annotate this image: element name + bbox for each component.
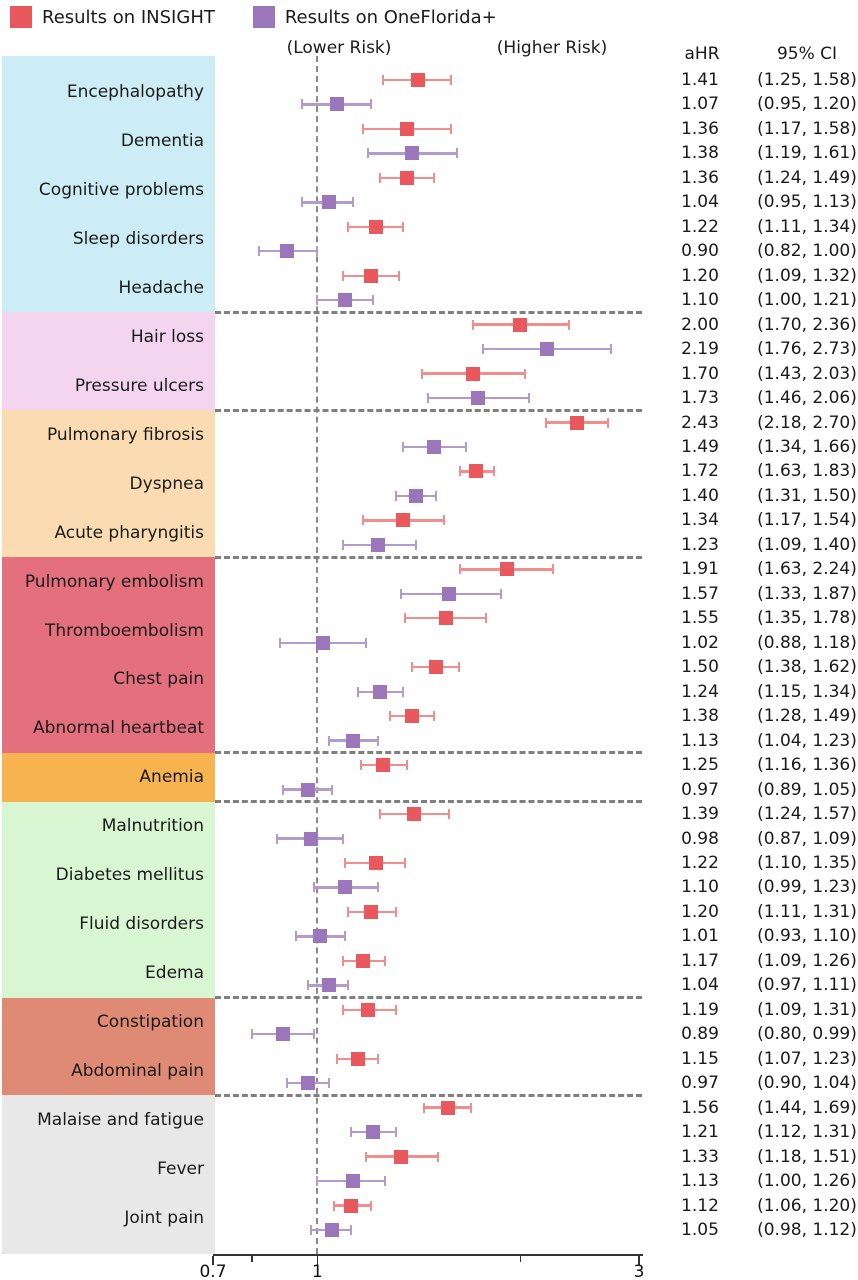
ci-value: (1.04, 1.23) — [757, 730, 857, 751]
error-bar-cap — [470, 1103, 472, 1113]
ahr-column-header: aHR — [684, 44, 720, 64]
ci-value: (1.16, 1.36) — [757, 755, 857, 776]
ci-value: (0.93, 1.10) — [757, 926, 857, 947]
forest-marker — [405, 709, 419, 723]
forest-marker — [394, 1150, 408, 1164]
ci-value: (1.00, 1.26) — [757, 1171, 857, 1192]
group-separator-line — [215, 311, 642, 314]
error-bar-cap — [344, 931, 346, 941]
forest-marker — [513, 318, 527, 332]
error-bar-cap — [379, 809, 381, 819]
error-bar-cap — [528, 393, 530, 403]
ahr-value: 1.19 — [681, 999, 719, 1020]
error-bar-cap — [342, 271, 344, 281]
ahr-value: 1.24 — [681, 681, 719, 702]
ahr-value: 1.10 — [681, 290, 719, 311]
ahr-value: 1.38 — [681, 143, 719, 164]
error-bar-cap — [435, 491, 437, 501]
ci-value: (0.88, 1.18) — [757, 632, 857, 653]
error-bar-cap — [336, 1054, 338, 1064]
error-bar-cap — [342, 834, 344, 844]
forest-marker — [344, 1199, 358, 1213]
ahr-value: 1.04 — [681, 975, 719, 996]
forest-marker — [301, 783, 315, 797]
forest-marker — [322, 195, 336, 209]
error-bar-cap — [379, 173, 381, 183]
ci-value: (1.18, 1.51) — [757, 1146, 857, 1167]
error-bar-cap — [389, 711, 391, 721]
ahr-value: 1.13 — [681, 730, 719, 751]
error-bar-cap — [443, 515, 445, 525]
forest-marker — [407, 807, 421, 821]
ci-value: (1.25, 1.58) — [757, 70, 857, 90]
error-bar-cap — [433, 173, 435, 183]
ahr-value: 1.33 — [681, 1146, 719, 1167]
forest-marker — [364, 905, 378, 919]
error-bar-cap — [350, 1225, 352, 1235]
error-bar-cap — [459, 564, 461, 574]
ahr-value: 1.07 — [681, 94, 719, 115]
error-bar-cap — [395, 491, 397, 501]
ci-value: (0.95, 1.20) — [757, 94, 857, 115]
ahr-value: 1.70 — [681, 363, 719, 384]
forest-marker — [346, 1174, 360, 1188]
error-bar-cap — [365, 1152, 367, 1162]
condition-label: Encephalopathy — [66, 82, 204, 103]
forest-marker — [280, 244, 294, 258]
error-bar-cap — [524, 369, 526, 379]
ahr-value: 1.20 — [681, 265, 719, 286]
condition-label: Malaise and fatigue — [37, 1109, 204, 1130]
ahr-value: 1.73 — [681, 388, 719, 409]
x-axis-tick-label: 0.7 — [199, 1262, 227, 1280]
forest-marker — [346, 734, 360, 748]
ahr-value: 2.00 — [681, 314, 719, 335]
error-bar-cap — [450, 75, 452, 85]
ci-value: (1.44, 1.69) — [757, 1097, 857, 1118]
ci-value: (1.33, 1.87) — [757, 583, 857, 604]
error-bar-cap — [465, 442, 467, 452]
ci-value: (1.70, 2.36) — [757, 314, 857, 335]
ci-value: (1.31, 1.50) — [757, 485, 857, 506]
ci-value: (1.07, 1.23) — [757, 1048, 857, 1069]
ahr-value: 1.56 — [681, 1097, 719, 1118]
ahr-value: 1.40 — [681, 485, 719, 506]
forest-marker — [400, 122, 414, 136]
error-bar-cap — [458, 662, 460, 672]
group-separator-line — [215, 996, 642, 999]
error-bar-cap — [384, 956, 386, 966]
ci-value: (1.09, 1.40) — [757, 534, 857, 555]
ci-value: (1.38, 1.62) — [757, 657, 857, 678]
error-bar-cap — [347, 907, 349, 917]
forest-marker — [338, 880, 352, 894]
legend — [10, 6, 497, 28]
error-bar-cap — [377, 882, 379, 892]
forest-marker — [376, 758, 390, 772]
lower-risk-label: (Lower Risk) — [286, 38, 392, 58]
ci-value: (2.18, 2.70) — [757, 412, 857, 433]
condition-label: Fever — [157, 1158, 204, 1179]
forest-marker — [471, 391, 485, 405]
forest-marker — [409, 489, 423, 503]
ahr-value: 1.55 — [681, 608, 719, 629]
forest-marker — [371, 538, 385, 552]
forest-marker — [313, 929, 327, 943]
condition-label: Edema — [145, 963, 204, 984]
ahr-value: 1.13 — [681, 1171, 719, 1192]
ci-value: (1.11, 1.34) — [757, 216, 857, 237]
forest-marker — [441, 1101, 455, 1115]
forest-marker — [466, 367, 480, 381]
error-bar-cap — [307, 980, 309, 990]
ci-value: (1.76, 2.73) — [757, 339, 857, 360]
ahr-value: 1.01 — [681, 926, 719, 947]
group-separator-line — [215, 556, 642, 559]
error-bar-cap — [448, 809, 450, 819]
ahr-value: 1.17 — [681, 950, 719, 971]
ci-column-header: 95% CI — [776, 44, 838, 64]
forest-marker — [364, 269, 378, 283]
ahr-value: 1.12 — [681, 1195, 719, 1216]
forest-marker — [338, 293, 352, 307]
error-bar-cap — [398, 271, 400, 281]
error-bar-cap — [301, 99, 303, 109]
condition-label: Abnormal heartbeat — [32, 718, 204, 739]
error-bar-cap — [411, 662, 413, 672]
error-bar-cap — [251, 1029, 253, 1039]
error-bar-cap — [347, 980, 349, 990]
error-bar-cap — [482, 344, 484, 354]
error-bar-cap — [545, 418, 547, 428]
ahr-value: 1.25 — [681, 755, 719, 776]
condition-label: Constipation — [96, 1012, 204, 1033]
condition-label: Pulmonary embolism — [24, 571, 204, 592]
error-bar-cap — [342, 1005, 344, 1015]
error-bar-cap — [384, 1176, 386, 1186]
reference-line — [316, 56, 318, 1254]
ci-value: (1.63, 2.24) — [757, 559, 857, 580]
error-bar-cap — [362, 124, 364, 134]
error-bar-cap — [450, 124, 452, 134]
ci-value: (1.09, 1.26) — [757, 950, 857, 971]
ci-value: (1.46, 2.06) — [757, 388, 857, 409]
ci-value: (0.95, 1.13) — [757, 192, 857, 213]
group-separator-line — [215, 409, 642, 412]
error-bar-cap — [342, 956, 344, 966]
condition-label: Chest pain — [113, 669, 204, 690]
forest-marker — [442, 587, 456, 601]
ahr-value: 1.39 — [681, 804, 719, 825]
error-bar-cap — [360, 760, 362, 770]
forest-marker — [369, 220, 383, 234]
error-bar-cap — [328, 1078, 330, 1088]
error-bar-cap — [301, 197, 303, 207]
error-bar-cap — [404, 613, 406, 623]
error-bar-cap — [404, 858, 406, 868]
ci-value: (0.90, 1.04) — [757, 1073, 857, 1094]
legend-label: Results on OneFlorida+ — [284, 6, 497, 28]
error-bar-cap — [286, 1078, 288, 1088]
forest-marker — [369, 856, 383, 870]
error-bar-cap — [316, 1176, 318, 1186]
condition-label: Malnutrition — [101, 816, 204, 837]
ahr-value: 1.23 — [681, 534, 719, 555]
ahr-value: 2.19 — [681, 339, 719, 360]
forest-marker — [304, 832, 318, 846]
forest-marker — [405, 146, 419, 160]
error-bar-cap — [472, 320, 474, 330]
error-bar-cap — [500, 589, 502, 599]
ahr-value: 1.22 — [681, 852, 719, 873]
ci-value: (1.00, 1.21) — [757, 290, 857, 311]
ahr-value: 1.50 — [681, 657, 719, 678]
error-bar-cap — [347, 222, 349, 232]
ahr-value: 1.05 — [681, 1219, 719, 1240]
group-separator-line — [215, 1094, 642, 1097]
group-separator-line — [215, 751, 642, 754]
error-bar-cap — [415, 540, 417, 550]
error-bar-cap — [279, 638, 281, 648]
ci-value: (0.82, 1.00) — [757, 241, 857, 262]
error-bar-cap — [395, 1127, 397, 1137]
ci-value: (0.97, 1.11) — [757, 975, 857, 996]
ci-value: (1.43, 2.03) — [757, 363, 857, 384]
error-bar-cap — [402, 442, 404, 452]
error-bar-cap — [316, 295, 318, 305]
ci-value: (1.34, 1.66) — [757, 437, 857, 458]
ahr-value: 1.91 — [681, 559, 719, 580]
higher-risk-label: (Higher Risk) — [496, 38, 608, 58]
x-axis-tick — [251, 1256, 253, 1262]
ci-value: (1.35, 1.78) — [757, 608, 857, 629]
forest-marker — [429, 660, 443, 674]
error-bar-cap — [400, 589, 402, 599]
x-axis-tick-label: 3 — [633, 1262, 645, 1280]
ahr-value: 0.98 — [681, 828, 719, 849]
error-bar-cap — [362, 515, 364, 525]
ci-value: (1.19, 1.61) — [757, 143, 857, 164]
error-bar-cap — [331, 785, 333, 795]
ahr-value: 1.49 — [681, 437, 719, 458]
condition-label: Cognitive problems — [38, 180, 204, 201]
ci-value: (1.17, 1.54) — [757, 510, 857, 531]
error-bar-cap — [367, 148, 369, 158]
ci-value: (1.09, 1.32) — [757, 265, 857, 286]
condition-label: Acute pharyngitis — [54, 522, 204, 543]
error-bar-cap — [456, 148, 458, 158]
error-bar-cap — [382, 75, 384, 85]
insight-swatch-icon — [10, 6, 32, 28]
error-bar-cap — [282, 785, 284, 795]
forest-marker — [366, 1125, 380, 1139]
ci-value: (0.99, 1.23) — [757, 877, 857, 898]
forest-marker — [330, 97, 344, 111]
condition-label: Anemia — [139, 767, 204, 788]
ahr-value: 1.02 — [681, 632, 719, 653]
error-bar-cap — [377, 736, 379, 746]
ci-value: (1.63, 1.83) — [757, 461, 857, 482]
error-bar-cap — [607, 418, 609, 428]
ahr-value: 1.36 — [681, 167, 719, 188]
ci-value: (1.12, 1.31) — [757, 1122, 857, 1143]
forest-marker — [411, 73, 425, 87]
ahr-value: 0.89 — [681, 1024, 719, 1045]
forest-marker — [361, 1003, 375, 1017]
forest-marker — [301, 1076, 315, 1090]
ci-value: (1.24, 1.57) — [757, 804, 857, 825]
ahr-value: 1.04 — [681, 192, 719, 213]
error-bar-cap — [370, 99, 372, 109]
condition-label: Abdominal pain — [71, 1060, 204, 1081]
forest-marker — [396, 513, 410, 527]
error-bar-cap — [402, 222, 404, 232]
error-bar-cap — [350, 1127, 352, 1137]
ahr-value: 1.57 — [681, 583, 719, 604]
error-bar-cap — [258, 246, 260, 256]
error-bar-cap — [423, 1103, 425, 1113]
ci-value: (1.11, 1.31) — [757, 901, 857, 922]
error-bar-cap — [344, 858, 346, 868]
condition-label: Dementia — [120, 131, 204, 152]
error-bar-cap — [377, 1054, 379, 1064]
error-bar-cap — [395, 1005, 397, 1015]
error-bar-cap — [459, 466, 461, 476]
error-bar-cap — [352, 197, 354, 207]
forest-marker — [540, 342, 554, 356]
forest-marker — [469, 464, 483, 478]
ahr-value: 1.10 — [681, 877, 719, 898]
error-bar-cap — [328, 736, 330, 746]
condition-label: Hair loss — [130, 326, 204, 347]
group-separator-line — [215, 800, 642, 803]
error-bar-cap — [568, 320, 570, 330]
condition-label: Pressure ulcers — [74, 375, 204, 396]
x-axis-tick-label: 1 — [311, 1262, 323, 1280]
ahr-value: 1.36 — [681, 118, 719, 139]
error-bar-cap — [313, 1029, 315, 1039]
condition-label: Diabetes mellitus — [55, 865, 204, 886]
condition-label: Joint pain — [124, 1207, 204, 1228]
condition-label: Pulmonary fibrosis — [46, 424, 204, 445]
ahr-value: 1.21 — [681, 1122, 719, 1143]
ci-value: (1.17, 1.58) — [757, 118, 857, 139]
ahr-value: 1.38 — [681, 706, 719, 727]
ci-value: (1.28, 1.49) — [757, 706, 857, 727]
forest-marker — [427, 440, 441, 454]
error-bar-cap — [406, 760, 408, 770]
ahr-value: 1.34 — [681, 510, 719, 531]
forest-marker — [351, 1052, 365, 1066]
error-bar-cap — [342, 540, 344, 550]
ahr-value: 1.22 — [681, 216, 719, 237]
error-bar-cap — [395, 907, 397, 917]
error-bar-cap — [552, 564, 554, 574]
error-bar-cap — [357, 687, 359, 697]
ci-value: (1.06, 1.20) — [757, 1195, 857, 1216]
error-bar-cap — [313, 882, 315, 892]
error-bar-cap — [485, 613, 487, 623]
error-bar-cap — [365, 638, 367, 648]
ahr-value: 1.72 — [681, 461, 719, 482]
forest-marker — [325, 1223, 339, 1237]
error-bar-cap — [427, 393, 429, 403]
error-bar-cap — [433, 711, 435, 721]
forest-marker — [276, 1027, 290, 1041]
error-bar-cap — [372, 295, 374, 305]
forest-marker — [316, 636, 330, 650]
condition-label: Thromboembolism — [44, 620, 204, 641]
legend-label: Results on INSIGHT — [42, 6, 215, 28]
error-bar-cap — [310, 1225, 312, 1235]
x-axis-tick — [520, 1256, 522, 1262]
legend-item-oneflorida — [253, 6, 497, 28]
ci-value: (0.89, 1.05) — [757, 779, 857, 800]
ahr-value: 1.41 — [681, 70, 719, 90]
condition-label: Sleep disorders — [72, 229, 204, 250]
error-bar-cap — [610, 344, 612, 354]
ahr-value: 1.15 — [681, 1048, 719, 1069]
forest-marker — [570, 416, 584, 430]
x-axis — [213, 1254, 643, 1256]
forest-marker — [356, 954, 370, 968]
error-bar-cap — [316, 246, 318, 256]
ahr-value: 0.97 — [681, 1073, 719, 1094]
forest-marker — [500, 562, 514, 576]
ahr-value: 0.97 — [681, 779, 719, 800]
forest-marker — [400, 171, 414, 185]
forest-marker — [439, 611, 453, 625]
forest-marker — [322, 978, 336, 992]
forest-marker — [373, 685, 387, 699]
ci-value: (1.24, 1.49) — [757, 167, 857, 188]
ahr-value: 1.20 — [681, 901, 719, 922]
legend-item-insight — [10, 6, 215, 28]
ci-value: (0.98, 1.12) — [757, 1219, 857, 1240]
error-bar-cap — [370, 1201, 372, 1211]
error-bar-cap — [421, 369, 423, 379]
error-bar-cap — [276, 834, 278, 844]
error-bar-cap — [437, 1152, 439, 1162]
condition-label: Fluid disorders — [79, 914, 204, 935]
ci-value: (1.10, 1.35) — [757, 852, 857, 873]
ci-value: (0.87, 1.09) — [757, 828, 857, 849]
oneflorida-swatch-icon — [253, 6, 275, 28]
ahr-value: 0.90 — [681, 241, 719, 262]
condition-label: Headache — [118, 277, 204, 298]
error-bar-cap — [402, 687, 404, 697]
error-bar-cap — [295, 931, 297, 941]
error-bar-cap — [333, 1201, 335, 1211]
ahr-value: 2.43 — [681, 412, 719, 433]
ci-value: (0.80, 0.99) — [757, 1024, 857, 1045]
ci-value: (1.09, 1.31) — [757, 999, 857, 1020]
ci-value: (1.15, 1.34) — [757, 681, 857, 702]
condition-label: Dyspnea — [129, 473, 204, 494]
error-bar-cap — [493, 466, 495, 476]
